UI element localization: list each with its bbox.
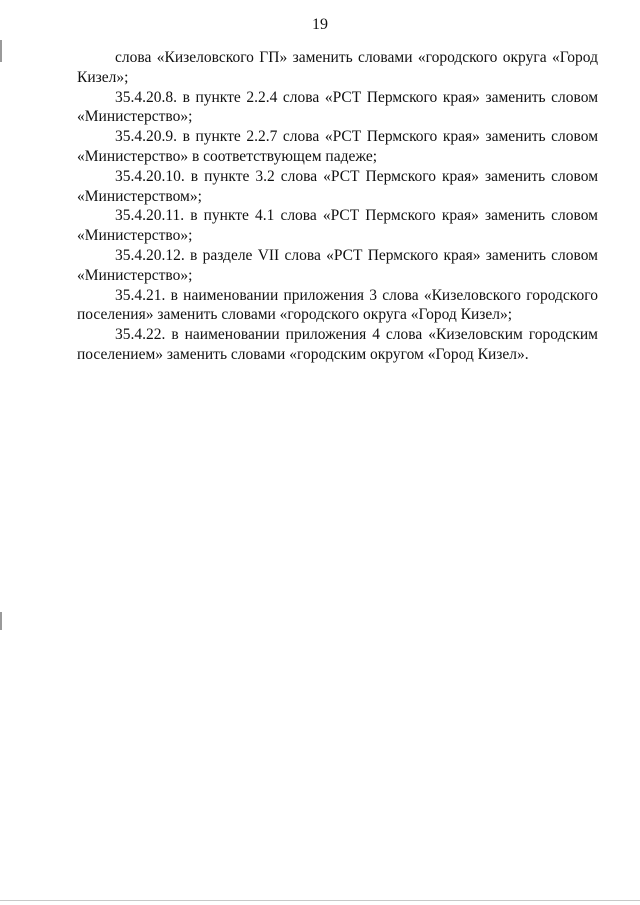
paragraph-35-4-21: 35.4.21. в наименовании приложения 3 слова «Кизеловского городского поселения» заменить словами «городского округа «Город Кизел»;	[77, 286, 598, 324]
scan-bottom-edge	[0, 900, 640, 901]
paragraph-35-4-20-8: 35.4.20.8. в пункте 2.2.4 слова «РСТ Пермского края» заменить словом «Министерство»;	[77, 88, 598, 126]
scan-edge-mark	[0, 612, 2, 630]
paragraph-35-4-20-11: 35.4.20.11. в пункте 4.1 слова «РСТ Пермского края» заменить словом «Министерство»;	[77, 207, 598, 245]
paragraph-35-4-20-10: 35.4.20.10. в пункте 3.2 слова «РСТ Пермского края» заменить словом «Министерством»;	[77, 167, 598, 205]
scan-edge-mark	[0, 40, 2, 62]
document-body	[77, 48, 598, 365]
page-number: 19	[312, 16, 328, 33]
paragraph-35-4-22: 35.4.22. в наименовании приложения 4 слова «Кизеловским городским поселением» заменить словами «городским округом «Город Кизел».	[77, 326, 598, 363]
paragraph-intro: слова «Кизеловского ГП» заменить словами «городского округа «Город Кизел»;	[77, 49, 598, 86]
paragraph-35-4-20-9: 35.4.20.9. в пункте 2.2.7 слова «РСТ Пермского края» заменить словом «Министерство» в соответствующем падеже;	[77, 128, 598, 165]
paragraph-35-4-20-12: 35.4.20.12. в разделе VII слова «РСТ Пермского края» заменить словом «Министерство»;	[77, 246, 598, 284]
